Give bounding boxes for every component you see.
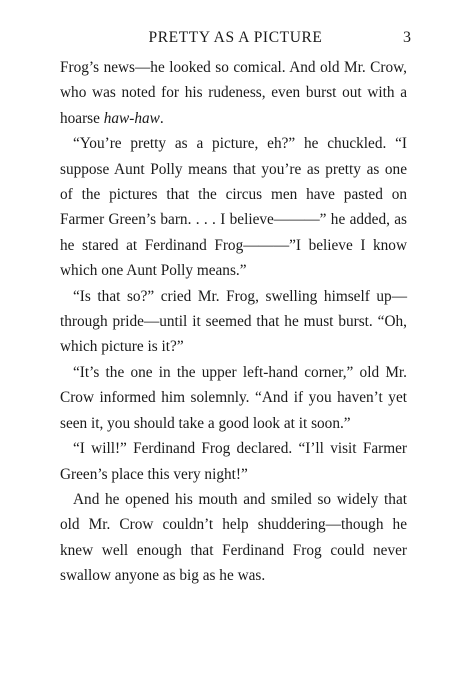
- paragraph-1-italic: haw-haw: [103, 109, 160, 127]
- page-header: [60, 28, 411, 48]
- paragraph-5: “I will!” Ferdinand Frog declared. “I’ll visit Farmer Green’s place this very night!”: [60, 440, 407, 483]
- paragraph-1-end: .: [159, 109, 164, 127]
- page-number: 3: [403, 29, 411, 46]
- paragraph-6: And he opened his mouth and smiled so widely that old Mr. Crow couldn’t help shuddering—though he knew well enough that Ferdinand Frog could never swallow anyone as big as he was.: [60, 490, 407, 585]
- paragraph-2: “You’re pretty as a picture, eh?” he chuckled. “I suppose Aunt Polly means that you’re as pretty as one of the pictures that the circus men have pasted on Farmer Green’s barn. . . . I believe———” he added, as he stared at Ferdinand Frog———”I believe I know which one Aunt Polly means.”: [60, 135, 407, 280]
- paragraph-3: “Is that so?” cried Mr. Frog, swelling himself up—through pride—until it seemed that he must burst. “Oh, which picture is it?”: [60, 287, 407, 356]
- paragraph-1: [60, 55, 407, 131]
- running-title: PRETTY AS A PICTURE: [148, 29, 323, 46]
- paragraph-4: “It’s the one in the upper left-hand corner,” old Mr. Crow informed him solemnly. “And if you haven’t yet seen it, you should take a good look at it soon.”: [60, 363, 407, 432]
- paragraph-1-text: Frog’s news—he looked so comical. And old Mr. Crow, who was noted for his rudeness, even burst out with a hoarse: [60, 59, 407, 127]
- body-text: [60, 55, 407, 589]
